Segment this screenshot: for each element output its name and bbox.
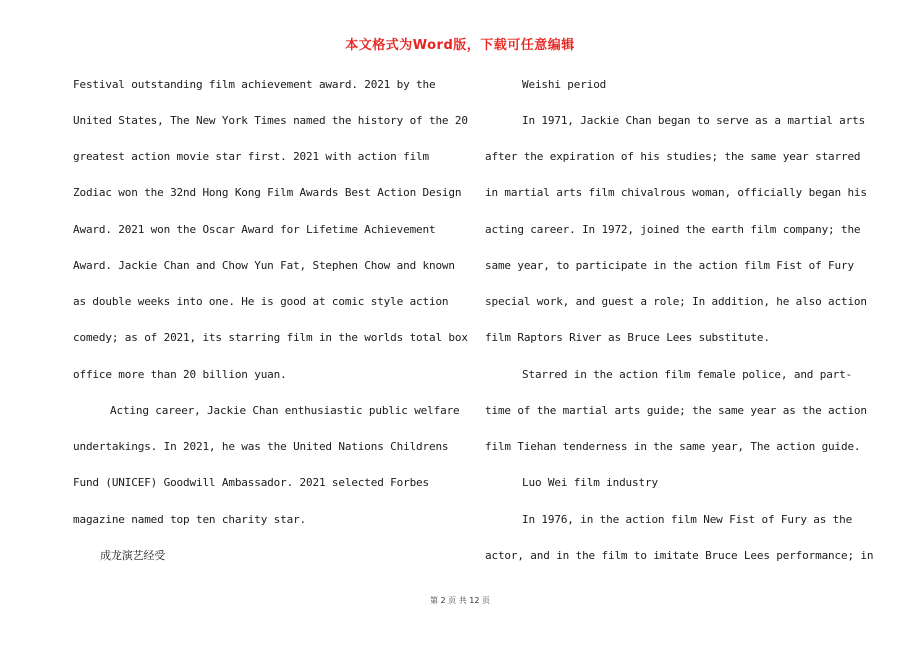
- text-line: as double weeks into one. He is good at comic style action: [73, 295, 449, 308]
- text-line: office more than 20 billion yuan.: [73, 368, 287, 381]
- section-heading: 成龙演艺经受: [100, 549, 166, 562]
- text-line: Award. 2021 won the Oscar Award for Lifetime Achievement: [73, 223, 436, 236]
- paragraph-start: In 1976, in the action film New Fist of Fury as the: [522, 513, 853, 526]
- text-line: greatest action movie star first. 2021 with action film: [73, 150, 429, 163]
- section-heading: Luo Wei film industry: [522, 476, 658, 489]
- text-line: undertakings. In 2021, he was the United Nations Childrens: [73, 440, 449, 453]
- text-line: after the expiration of his studies; the same year starred: [485, 150, 861, 163]
- text-line: United States, The New York Times named the history of the 20: [73, 114, 468, 127]
- page-number: 第 2 页 共 12 页: [430, 596, 490, 605]
- paragraph-start: In 1971, Jackie Chan began to serve as a martial arts: [522, 114, 866, 127]
- text-line: actor, and in the film to imitate Bruce Lees performance; in: [485, 549, 874, 562]
- paragraph-start: Acting career, Jackie Chan enthusiastic public welfare: [110, 404, 460, 417]
- text-line: Zodiac won the 32nd Hong Kong Film Awards Best Action Design: [73, 186, 462, 199]
- format-banner: 本文格式为Word版，下载可任意编辑: [345, 38, 575, 53]
- text-line: Award. Jackie Chan and Chow Yun Fat, Stephen Chow and known: [73, 259, 455, 272]
- text-line: in martial arts film chivalrous woman, officially began his: [485, 186, 867, 199]
- text-line: time of the martial arts guide; the same year as the action: [485, 404, 867, 417]
- text-line: special work, and guest a role; In addition, he also action: [485, 295, 867, 308]
- paragraph-start: Starred in the action film female police, and part-: [522, 368, 853, 381]
- text-line: magazine named top ten charity star.: [73, 513, 307, 526]
- text-line: Fund (UNICEF) Goodwill Ambassador. 2021 selected Forbes: [73, 476, 429, 489]
- text-line: comedy; as of 2021, its starring film in the worlds total box: [73, 331, 468, 344]
- text-line: film Raptors River as Bruce Lees substitute.: [485, 331, 770, 344]
- text-line: Festival outstanding film achievement award. 2021 by the: [73, 78, 436, 91]
- text-line: film Tiehan tenderness in the same year, The action guide.: [485, 440, 861, 453]
- section-heading: Weishi period: [522, 78, 607, 91]
- text-line: same year, to participate in the action film Fist of Fury: [485, 259, 854, 272]
- text-line: acting career. In 1972, joined the earth film company; the: [485, 223, 861, 236]
